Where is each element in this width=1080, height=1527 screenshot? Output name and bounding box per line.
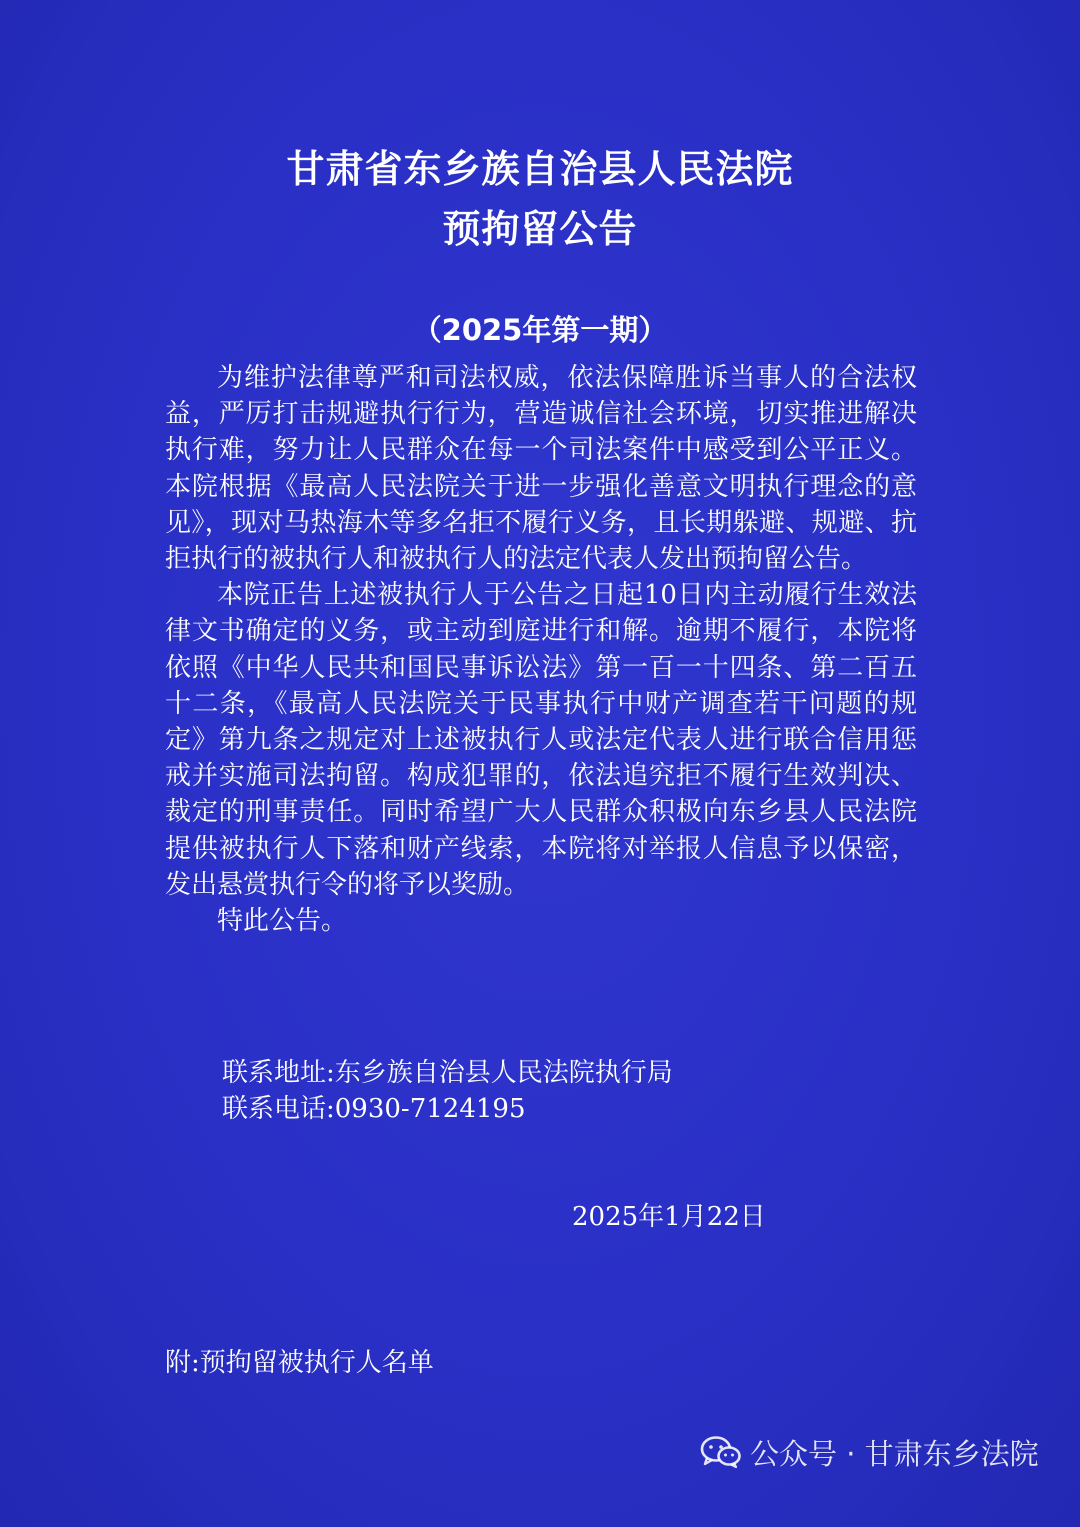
- contact-address: 联系地址:东乡族自治县人民法院执行局: [222, 1058, 673, 1088]
- contact-phone: 联系电话:0930-7124195: [222, 1094, 526, 1124]
- notice-body: [165, 360, 917, 939]
- watermark-text: 公众号 · 甘肃东乡法院: [750, 1436, 1039, 1471]
- issue-number: （2025年第一期）: [412, 313, 668, 347]
- notice-title: 甘肃省东乡族自治县人民法院: [286, 147, 794, 191]
- notice-date: 2025年1月22日: [572, 1202, 766, 1232]
- wechat-icon: [700, 1435, 742, 1469]
- body-paragraph: 特此公告。: [217, 906, 348, 937]
- body-paragraph: 为维护法律尊严和司法权威，依法保障胜诉当事人的合法权益，严厉打击规避执行行为，营造诚信社会环境，切实推进解决执行难，努力让人民群众在每一个司法案件中感受到公平正义。本院根据《最高人民法院关于进一步强化善意文明执行理念的意见》，现对马热海木等多名拒不履行义务，且长期躲避、规避、抗拒执行的被执行人和被执行人的法定代表人发出预拘留公告。: [165, 363, 917, 575]
- body-paragraph: 本院正告上述被执行人于公告之日起10日内主动履行生效法律文书确定的义务，或主动到庭进行和解。逾期不履行，本院将依照《中华人民共和国民事诉讼法》第一百一十四条、第二百五十二条，《最高人民法院关于民事执行中财产调查若干问题的规定》第九条之规定对上述被执行人或法定代表人进行联合信用惩戒并实施司法拘留。构成犯罪的，依法追究拒不履行生效判决、裁定的刑事责任。同时希望广大人民群众积极向东乡县人民法院提供被执行人下落和财产线索，本院将对举报人信息予以保密，发出悬赏执行令的将予以奖励。: [165, 580, 917, 900]
- notice-subtitle: 预拘留公告: [442, 207, 638, 251]
- watermark: [700, 1432, 1039, 1472]
- attachment-note: 附:预拘留被执行人名单: [165, 1348, 434, 1378]
